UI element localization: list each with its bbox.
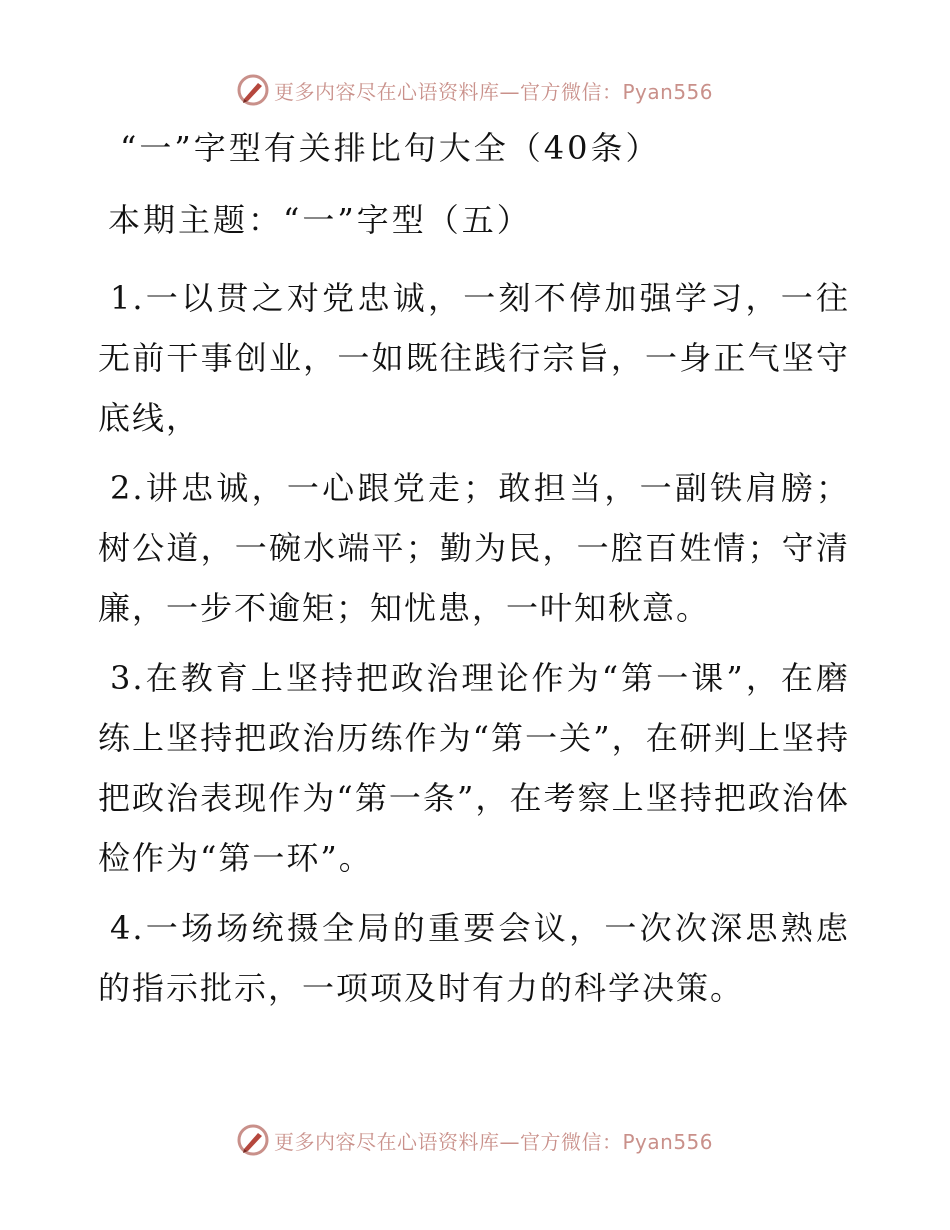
pen-circle-logo-icon [236,73,270,107]
document-body [98,268,850,1028]
document-title: “一”字型有关排比句大全（40条） [120,129,661,167]
header-banner-text: 更多内容尽在心语资料库—官方微信：Pyan556 [274,79,714,104]
paragraph-3: 3.在教育上坚持把政治理论作为“第一课”，在磨练上坚持把政治历练作为“第一关”，在研判上坚持把政治表现作为“第一条”，在考察上坚持把政治体检作为“第一环”。 [98,659,850,877]
paragraph-1: 1.一以贯之对党忠诚，一刻不停加强学习，一往无前干事创业，一如既往践行宗旨，一身正气坚守底线， [98,279,850,437]
footer-banner [236,1122,713,1158]
header-banner [236,72,713,108]
footer-banner-text: 更多内容尽在心语资料库—官方微信：Pyan556 [274,1129,714,1154]
header-wechat-id: Pyan556 [622,79,714,104]
document-subtitle: 本期主题：“一”字型（五） [108,201,532,239]
paragraph-2: 2.讲忠诚，一心跟党走；敢担当，一副铁肩膀；树公道，一碗水端平；勤为民，一腔百姓情；守清廉，一步不逾矩；知忧患，一叶知秋意。 [98,469,850,627]
paragraph-4: 4.一场场统摄全局的重要会议，一次次深思熟虑的指示批示，一项项及时有力的科学决策。 [98,909,850,1007]
pen-circle-logo-icon [236,1123,270,1157]
footer-wechat-id: Pyan556 [622,1129,714,1154]
